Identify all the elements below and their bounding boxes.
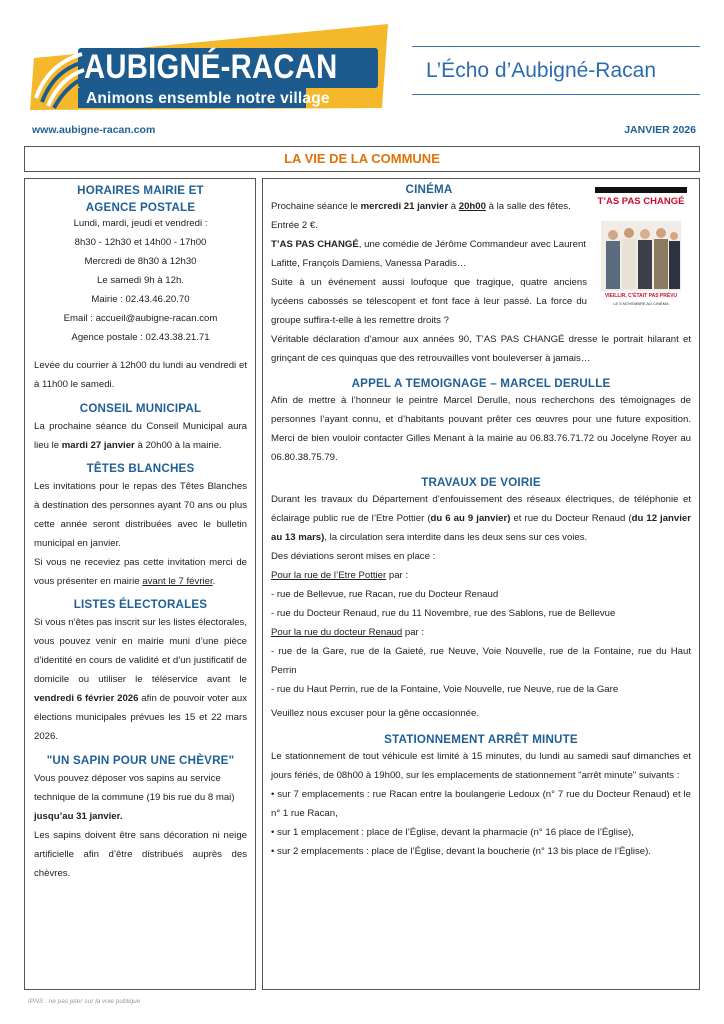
- poster-footer: LE 5 NOVEMBRE AU CINÉMA: [613, 301, 669, 306]
- mairie-phone: Mairie : 02.43.46.20.70: [91, 294, 190, 305]
- tetes-text: Les invitations pour le repas des Têtes Blanches à destination des personnes ayant 70 ans ou plus cette année seront distribuées avec le bulletin municipal en janvier.: [34, 481, 247, 549]
- tetes-text-2: Si vous ne receviez pas cette invitation merci de vous présenter en mairie avant le 7 février.: [34, 557, 247, 587]
- movie-poster: [595, 187, 687, 309]
- appel-heading: APPEL A TEMOIGNAGE – MARCEL DERULLE: [351, 377, 611, 390]
- title-rule-top: [412, 46, 700, 47]
- website-link[interactable]: www.aubigne-racan.com: [32, 124, 156, 136]
- mairie-hours-saturday: Le samedi 9h à 12h.: [97, 275, 184, 286]
- cinema-heading: CINÉMA: [405, 183, 453, 196]
- title-rule-bottom: [412, 94, 700, 95]
- mairie-hours-days: Lundi, mardi, jeudi et vendredi :: [73, 218, 208, 229]
- courrier-text: Levée du courrier à 12h00 du lundi au vendredi et à 11h00 le samedi.: [34, 360, 247, 390]
- issue-date: JANVIER 2026: [624, 124, 696, 136]
- sapin-text-2: Les sapins doivent être sans décoration ni neige artificielle afin d’être distribués auprès des chèvres.: [34, 830, 247, 879]
- stationnement-text: Le stationnement de tout véhicule est limité à 15 minutes, du lundi au samedi sauf dimanches et jours fériés, de 08h00 à 19h00, sur les emplacements de stationnement "arrêt minute" suivants :: [271, 751, 691, 781]
- travaux-route-2a: - rue de la Gare, rue de la Gaieté, rue Neuve, Voie Nouvelle, rue de la Fontaine, rue du Haut Perrin: [271, 646, 691, 676]
- logo-title: AUBIGNÉ-RACAN: [84, 48, 338, 86]
- left-column: [24, 178, 256, 990]
- poster-title: T’AS PAS CHANGÉ: [597, 196, 685, 207]
- sapin-text: Vous pouvez déposer vos sapins au service technique de la commune (19 bis rue du 8 mai) jusqu’au 31 janvier.: [34, 773, 235, 822]
- agence-phone: Agence postale : 02.43.38.21.71: [71, 332, 210, 343]
- sapin-heading: "UN SAPIN POUR UNE CHÈVRE": [46, 754, 235, 767]
- poster-people-image: [601, 221, 681, 291]
- logo-subtitle: Animons ensemble notre village: [86, 90, 330, 107]
- tetes-heading: TÊTES BLANCHES: [86, 462, 195, 475]
- travaux-route-2-label: Pour la rue du docteur Renaud par :: [271, 627, 425, 638]
- stationnement-heading: STATIONNEMENT ARRÊT MINUTE: [384, 733, 578, 746]
- poster-tagline: VIEILLIR, C’ÉTAIT PAS PRÉVU: [604, 293, 678, 299]
- travaux-heading: TRAVAUX DE VOIRIE: [421, 476, 541, 489]
- section-banner: LA VIE DE LA COMMUNE: [24, 146, 700, 172]
- cinema-text: Prochaine séance le mercredi 21 janvier à 20h00 à la salle des fêtes. Entrée 2 €. T’AS PAS CHANGÉ, une comédie de Jérôme Commandeur avec Laurent Lafitte, François Damiens, Vanessa Paradis…: [271, 201, 586, 269]
- conseil-heading: CONSEIL MUNICIPAL: [79, 402, 202, 415]
- travaux-apology: Veuillez nous excuser pour la gêne occasionnée.: [271, 708, 480, 719]
- poster-top-bar: [595, 187, 687, 193]
- stationnement-bullet-3: • sur 2 emplacements : place de l’Église, devant la boucherie (n° 13 bis place de l’Église).: [271, 846, 651, 857]
- travaux-route-1-label: Pour la rue de l’Etre Pottier par :: [271, 570, 409, 581]
- travaux-route-2b: - rue du Haut Perrin, rue de la Fontaine, Voie Nouvelle, rue Neuve, rue de la Gare: [271, 684, 619, 695]
- cinema-description: Véritable déclaration d’amour aux années 90, T’AS PAS CHANGÉ dresse le portrait hilarant et grinçant de ces quinquas que des retrouvailles vont bouleverser à jamais…: [271, 334, 691, 364]
- newsletter-title: L’Écho d’Aubigné-Racan: [426, 59, 656, 82]
- listes-text: Si vous n’êtes pas inscrit sur les listes électorales, vous pouvez venir en mairie muni d’une pièce d’identité en cours de validité et d’un justificatif de domicile ou utiliser le téléservice avant le vendredi 6 février 2026 afin de pouvoir voter aux élections municipales prévues les 15 et 22 mars 2026.: [34, 617, 248, 742]
- stationnement-bullet-1: • sur 7 emplacements : rue Racan entre la boulangerie Ledoux (n° 7 rue du Docteur Renaud) et le n° 1 rue Racan,: [271, 789, 691, 819]
- travaux-text: Durant les travaux du Département d’enfouissement des réseaux électriques, de téléphonie et éclairage public rue de l’Etre Pottier (du 6 au 9 janvier) et rue du Docteur Renaud (du 12 janvier au 13 mars), la circulation sera interdite dans les deux sens sur ces voies.: [271, 494, 691, 543]
- mairie-heading-2: AGENCE POSTALE: [85, 201, 196, 214]
- mairie-email[interactable]: Email : accueil@aubigne-racan.com: [63, 313, 218, 324]
- conseil-text: La prochaine séance du Conseil Municipal aura lieu le mardi 27 janvier à 20h00 à la mairie.: [34, 421, 247, 451]
- travaux-route-1a: - rue de Bellevue, rue Racan, rue du Docteur Renaud: [271, 589, 499, 600]
- mairie-hours-wednesday: Mercredi de 8h30 à 12h30: [84, 256, 197, 267]
- cinema-synopsis: Suite à un événement aussi loufoque que tragique, quatre anciens lycéens cabossés se télescopent et font face à leur passé. La force du groupe suffira-t-elle à les remettre droits ?: [271, 277, 587, 326]
- mairie-hours-times: 8h30 - 12h30 et 14h00 - 17h00: [74, 237, 207, 248]
- right-column: [262, 178, 700, 990]
- stationnement-bullet-2: • sur 1 emplacement : place de l’Église, devant la pharmacie (n° 16 place de l’Église),: [271, 827, 634, 838]
- travaux-route-1b: - rue du Docteur Renaud, rue du 11 Novembre, rue des Sablons, rue de Bellevue: [271, 608, 616, 619]
- mairie-heading-1: HORAIRES MAIRIE ET: [77, 184, 204, 197]
- travaux-deviations-intro: Des déviations seront mises en place :: [271, 551, 436, 562]
- logo: [26, 18, 394, 118]
- footer-note: IPNS : ne pas jeter sur la voie publique: [28, 998, 141, 1005]
- appel-text: Afin de mettre à l’honneur le peintre Marcel Derulle, nous recherchons des témoignages de personnes l’ayant connu, et d’habitants pouvant prêter ces œuvres pour une future exposition. Merci de bien vouloir contacter Gilles Menant à la mairie au 06.83.76.71.72 ou Jocelyne Royer au 06.80.38.75.79.: [271, 395, 691, 463]
- listes-heading: LISTES ÉLECTORALES: [73, 598, 208, 611]
